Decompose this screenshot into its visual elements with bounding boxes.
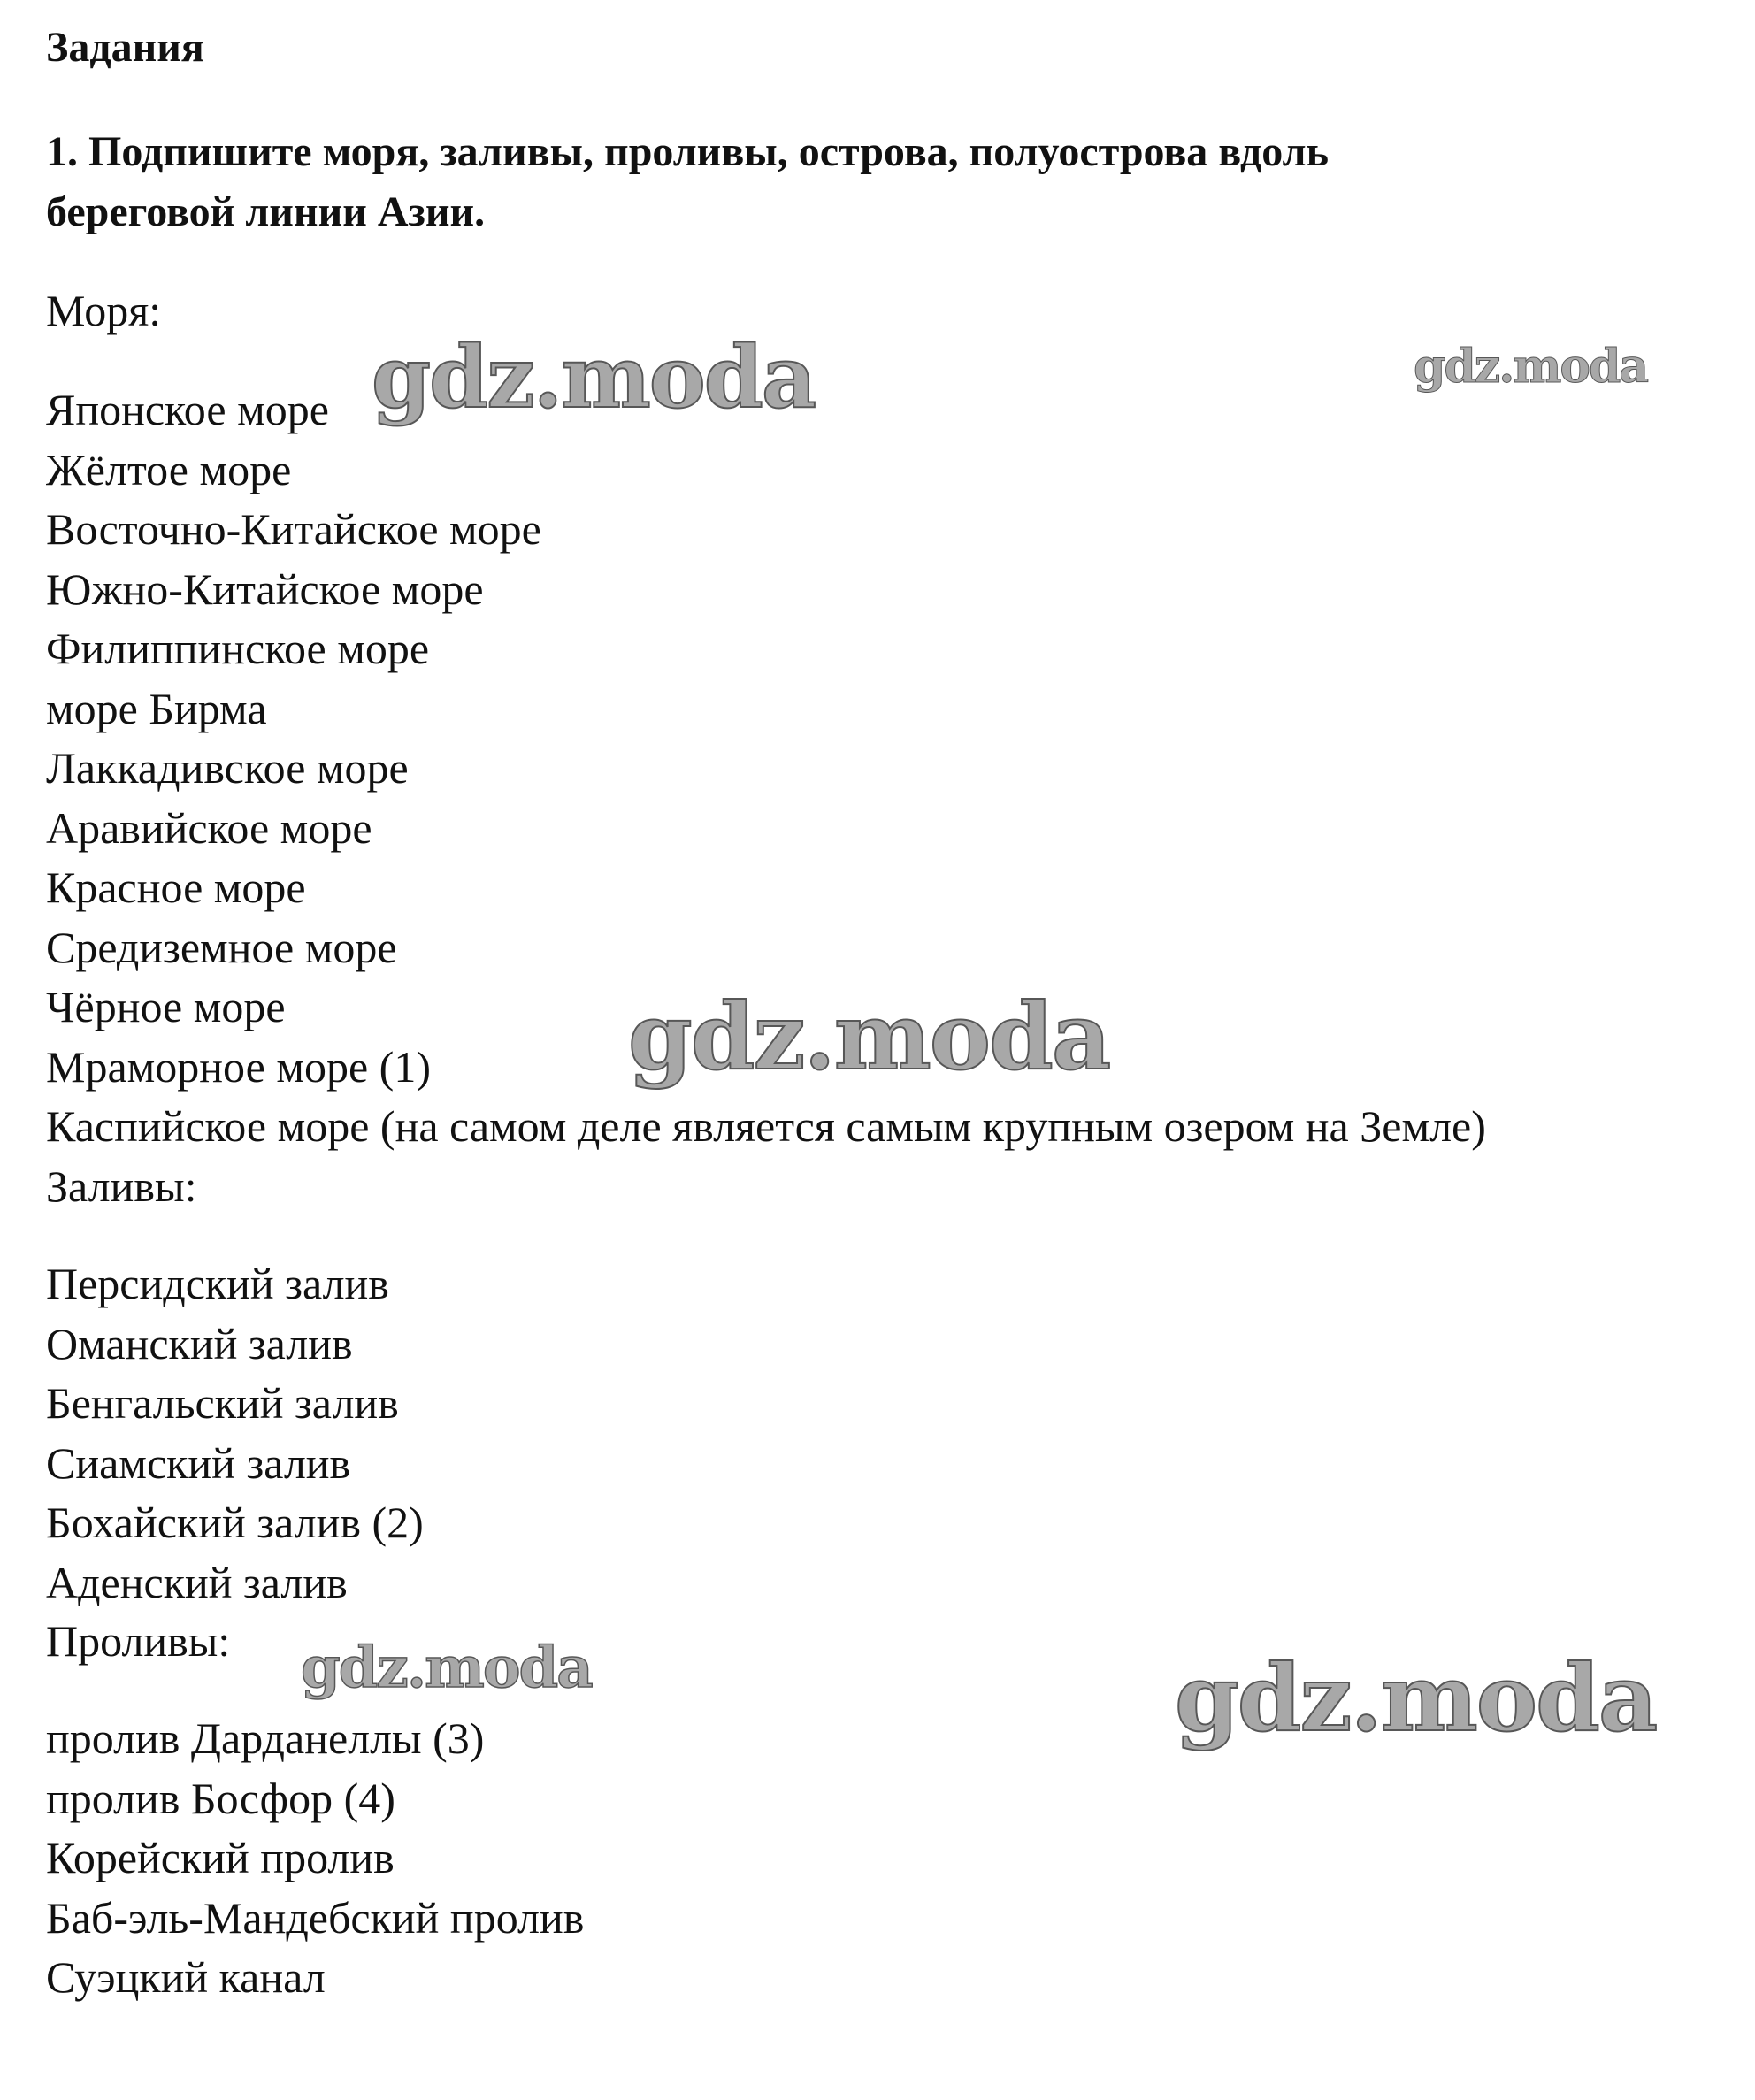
task-heading bbox=[46, 122, 1329, 242]
straits-label: Проливы: bbox=[46, 1616, 231, 1666]
list-item: море Бирма bbox=[46, 683, 267, 733]
list-item: Мраморное море (1) bbox=[46, 1041, 431, 1092]
list-item: Оманский залив bbox=[46, 1318, 353, 1368]
list-item: Южно-Китайское море bbox=[46, 563, 484, 614]
list-item: Филиппинское море bbox=[46, 624, 430, 673]
list-item: Аденский залив bbox=[46, 1557, 348, 1607]
list-item: Восточно-Китайское море bbox=[46, 504, 541, 554]
watermark-logo: gdz.moda bbox=[1414, 340, 1648, 394]
list-item: Средиземное море bbox=[46, 922, 397, 972]
list-item: Жёлтое море bbox=[46, 444, 292, 494]
list-item: Каспийское море (на самом деле является самым крупным озером на Земле) bbox=[46, 1101, 1486, 1151]
task-heading-line-1: 1. Подпишите моря, заливы, проливы, острова, полуострова вдоль bbox=[46, 128, 1329, 175]
gulfs-label: Заливы: bbox=[46, 1161, 197, 1211]
watermark-logo: gdz.moda bbox=[301, 1635, 592, 1701]
list-item: пролив Босфор (4) bbox=[46, 1773, 395, 1823]
list-item: Баб-эль-Мандебский пролив bbox=[46, 1892, 585, 1943]
watermark-logo: gdz.moda bbox=[372, 327, 816, 427]
seas-label: Моря: bbox=[46, 286, 162, 335]
list-item: Аравийское море bbox=[46, 802, 372, 853]
list-item: Бенгальский залив bbox=[46, 1378, 399, 1428]
list-item: Суэцкий канал bbox=[46, 1952, 326, 2002]
list-item: Корейский пролив bbox=[46, 1833, 395, 1882]
section-heading: Задания bbox=[46, 24, 204, 71]
list-item: пролив Дарданеллы (3) bbox=[46, 1713, 485, 1763]
list-item: Чёрное море bbox=[46, 982, 286, 1031]
list-item: Красное море bbox=[46, 862, 306, 912]
watermark-logo: gdz.moda bbox=[628, 982, 1110, 1091]
list-item: Японское море bbox=[46, 385, 329, 434]
straits-list bbox=[46, 1709, 584, 2008]
gulfs-list bbox=[46, 1254, 424, 1613]
list-item: Персидский залив bbox=[46, 1259, 389, 1308]
list-item: Бохайский залив (2) bbox=[46, 1498, 424, 1547]
watermark-logo: gdz.moda bbox=[1175, 1644, 1657, 1752]
list-item: Сиамский залив bbox=[46, 1437, 351, 1488]
task-heading-line-2: береговой линии Азии. bbox=[46, 188, 486, 235]
list-item: Лаккадивское море bbox=[46, 743, 409, 793]
